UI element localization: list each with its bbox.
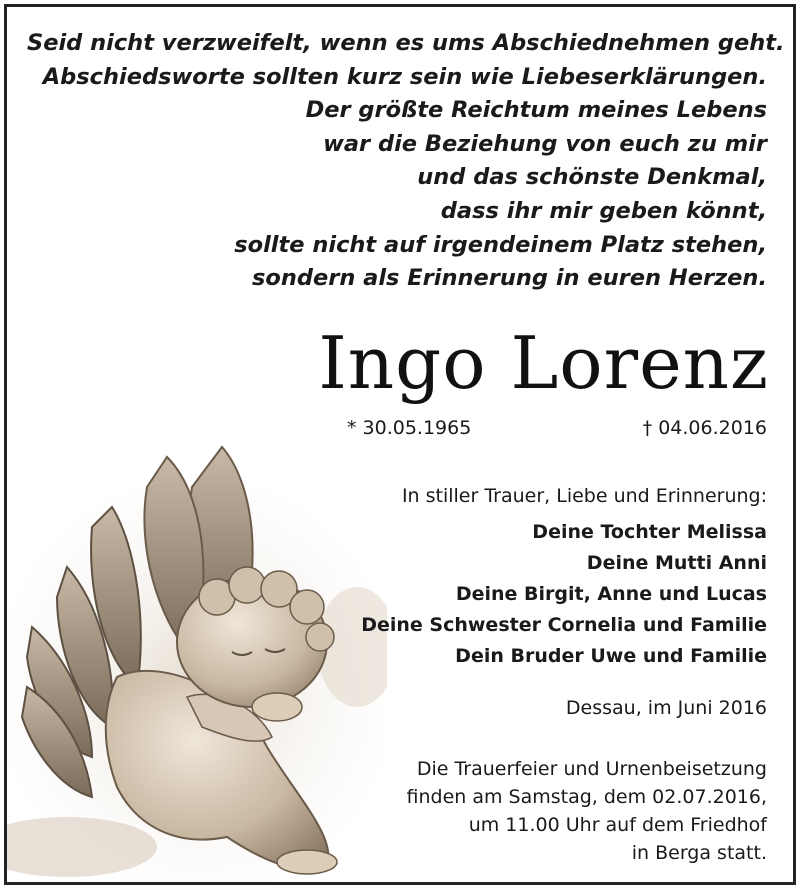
obituary-card xyxy=(4,4,796,885)
ceremony-line: um 11.00 Uhr auf dem Friedhof xyxy=(468,814,767,836)
ceremony-info xyxy=(407,755,768,867)
verse-line: Abschiedsworte sollten kurz sein wie Liebeserklärungen. xyxy=(42,63,767,90)
ceremony-line: in Berga statt. xyxy=(631,842,767,864)
verse-line: sondern als Erinnerung in euren Herzen. xyxy=(251,265,767,292)
mourner-entry: Deine Schwester Cornelia und Familie xyxy=(361,614,767,636)
birth-date: * 30.05.1965 xyxy=(347,417,472,439)
angel-figure-image xyxy=(7,427,387,885)
ceremony-line: Die Trauerfeier und Urnenbeisetzung xyxy=(416,758,767,780)
mourner-entry: Deine Tochter Melissa xyxy=(532,521,767,543)
death-date: † 04.06.2016 xyxy=(642,417,767,439)
mourners-list xyxy=(361,517,767,672)
ceremony-line: finden am Samstag, dem 02.07.2016, xyxy=(406,786,767,808)
verse-line: Der größte Reichtum meines Lebens xyxy=(305,97,767,124)
verse-line: und das schönste Denkmal, xyxy=(417,164,767,191)
verse-line: sollte nicht auf irgendeinem Platz stehen, xyxy=(234,231,767,258)
life-dates xyxy=(347,417,767,439)
mourner-entry: Dein Bruder Uwe und Familie xyxy=(455,645,767,667)
mourning-intro: In stiller Trauer, Liebe und Erinnerung: xyxy=(401,485,767,507)
poem-verse xyxy=(27,27,785,296)
place-and-date: Dessau, im Juni 2016 xyxy=(565,697,767,719)
verse-line: war die Beziehung von euch zu mir xyxy=(323,130,767,157)
verse-line: Seid nicht verzweifelt, wenn es ums Abschiednehmen geht. xyxy=(27,30,785,56)
mourner-entry: Deine Birgit, Anne und Lucas xyxy=(455,583,767,605)
mourner-entry: Deine Mutti Anni xyxy=(586,552,767,574)
verse-line: dass ihr mir geben könnt, xyxy=(440,197,767,224)
deceased-name: Ingo Lorenz xyxy=(318,321,769,405)
